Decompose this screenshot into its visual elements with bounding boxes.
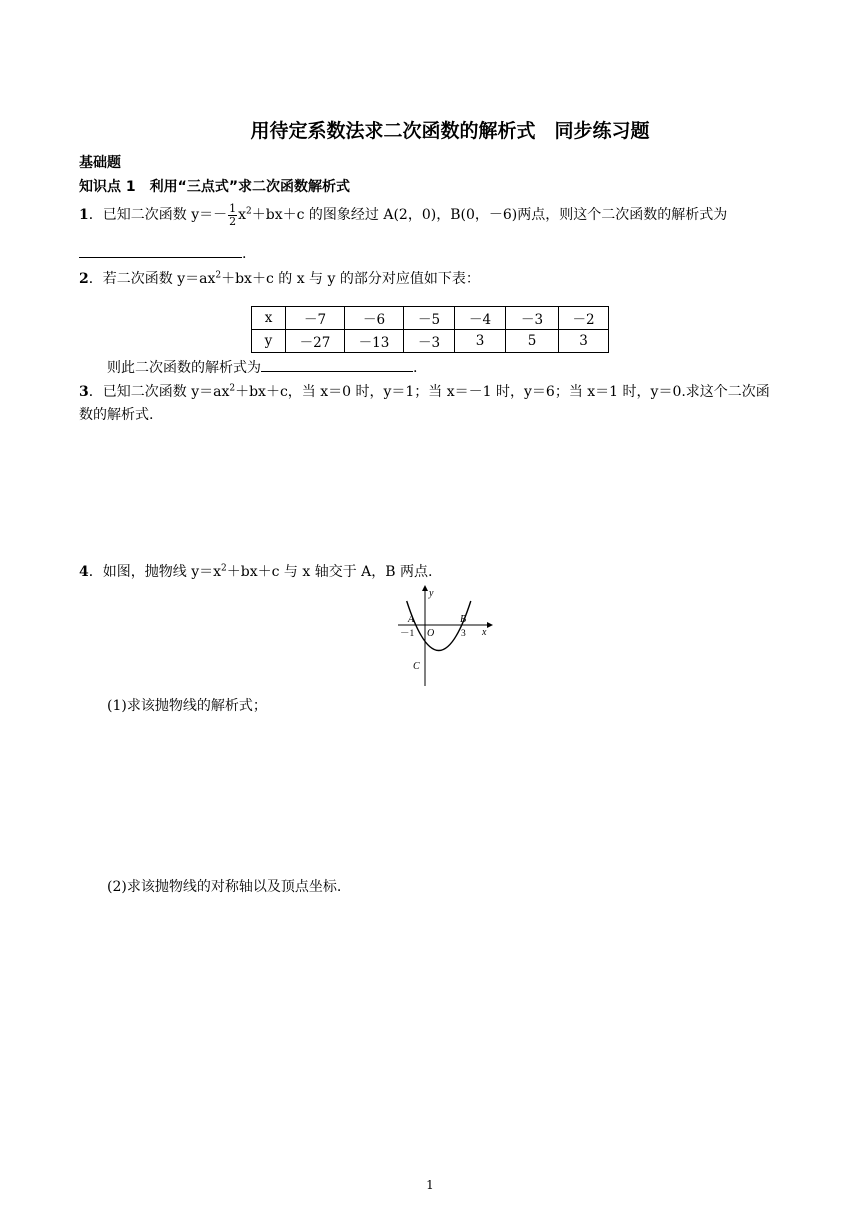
question-text: ＋bx＋c 的图象经过 A(2，0)，B(0，－6)两点，则这个二次函数的解析式为 [251, 207, 728, 223]
tick-label-3: 3 [461, 629, 466, 639]
page-title: 用待定系数法求二次函数的解析式 同步练习题 [250, 120, 650, 142]
table-cell: 3 [455, 330, 506, 353]
table-cell: －2 [559, 307, 609, 330]
table-cell: x [252, 307, 286, 330]
question-text: ＋bx＋c 与 x 轴交于 A，B 两点. [226, 564, 433, 580]
table-cell: －3 [404, 330, 455, 353]
question-text: ．已知二次函数 y＝－ [88, 207, 228, 223]
table-cell: 5 [506, 330, 559, 353]
point-a-label: A [408, 614, 415, 625]
question-text: ＋bx＋c 的 x 与 y 的部分对应值如下表： [221, 271, 480, 287]
table-cell: 3 [559, 330, 609, 353]
knowledge-point-heading: 知识点 1 利用“三点式”求二次函数解析式 [79, 179, 351, 195]
x-axis-label: x [482, 627, 487, 638]
question-3 [79, 381, 770, 401]
point-c-label: C [413, 661, 420, 672]
question-4 [79, 561, 432, 581]
answer-blank[interactable] [79, 243, 242, 258]
table-cell: －4 [455, 307, 506, 330]
period: . [413, 360, 418, 376]
question-text: x [238, 207, 247, 223]
point-b-label: B [460, 614, 467, 625]
question-number: 2 [79, 271, 89, 287]
question-text: ．已知二次函数 y＝ax [88, 384, 230, 400]
table-cell: －27 [286, 330, 345, 353]
question-number: 4 [79, 564, 89, 580]
answer-line-1 [79, 243, 246, 262]
question-1 [79, 202, 727, 228]
fraction-denominator: 2 [229, 214, 237, 228]
question-4-part-2: (2)求该抛物线的对称轴以及顶点坐标. [107, 879, 342, 895]
question-2-answer-line [107, 357, 417, 377]
question-3-line-2: 数的解析式. [79, 407, 154, 423]
page-number: 1 [426, 1178, 434, 1192]
fraction [228, 203, 237, 228]
question-number: 3 [79, 384, 89, 400]
superscript: 2 [221, 563, 227, 574]
table-cell: y [252, 330, 286, 353]
table-cell: －3 [506, 307, 559, 330]
table-cell: －6 [345, 307, 404, 330]
superscript: 2 [215, 270, 222, 281]
question-text: ．如图，抛物线 y＝x [88, 564, 222, 580]
table-cell: －13 [345, 330, 404, 353]
question-text: 则此二次函数的解析式为 [107, 360, 261, 376]
tick-label-neg1: －1 [400, 629, 415, 639]
y-axis-label: y [429, 588, 434, 599]
question-4-part-1: (1)求该抛物线的解析式； [107, 698, 267, 714]
superscript: 2 [246, 206, 252, 217]
answer-blank[interactable] [261, 357, 413, 372]
parabola-curve [407, 601, 471, 651]
origin-label: O [427, 628, 435, 639]
table-row [252, 330, 609, 353]
period: . [242, 246, 247, 262]
parabola-figure [390, 580, 500, 690]
table-cell: －5 [404, 307, 455, 330]
fraction-numerator: 1 [229, 201, 237, 215]
question-text: ＋bx＋c，当 x＝0 时，y＝1；当 x＝－1 时，y＝6；当 x＝1 时，y＝0.求这个二次函 [235, 384, 770, 400]
section-heading: 基础题 [79, 155, 121, 171]
question-number: 1 [79, 207, 89, 223]
question-2 [79, 268, 480, 288]
question-text: ．若二次函数 y＝ax [88, 271, 216, 287]
table-cell: －7 [286, 307, 345, 330]
table-row [252, 307, 609, 330]
value-table [251, 306, 609, 353]
superscript: 2 [229, 383, 236, 394]
